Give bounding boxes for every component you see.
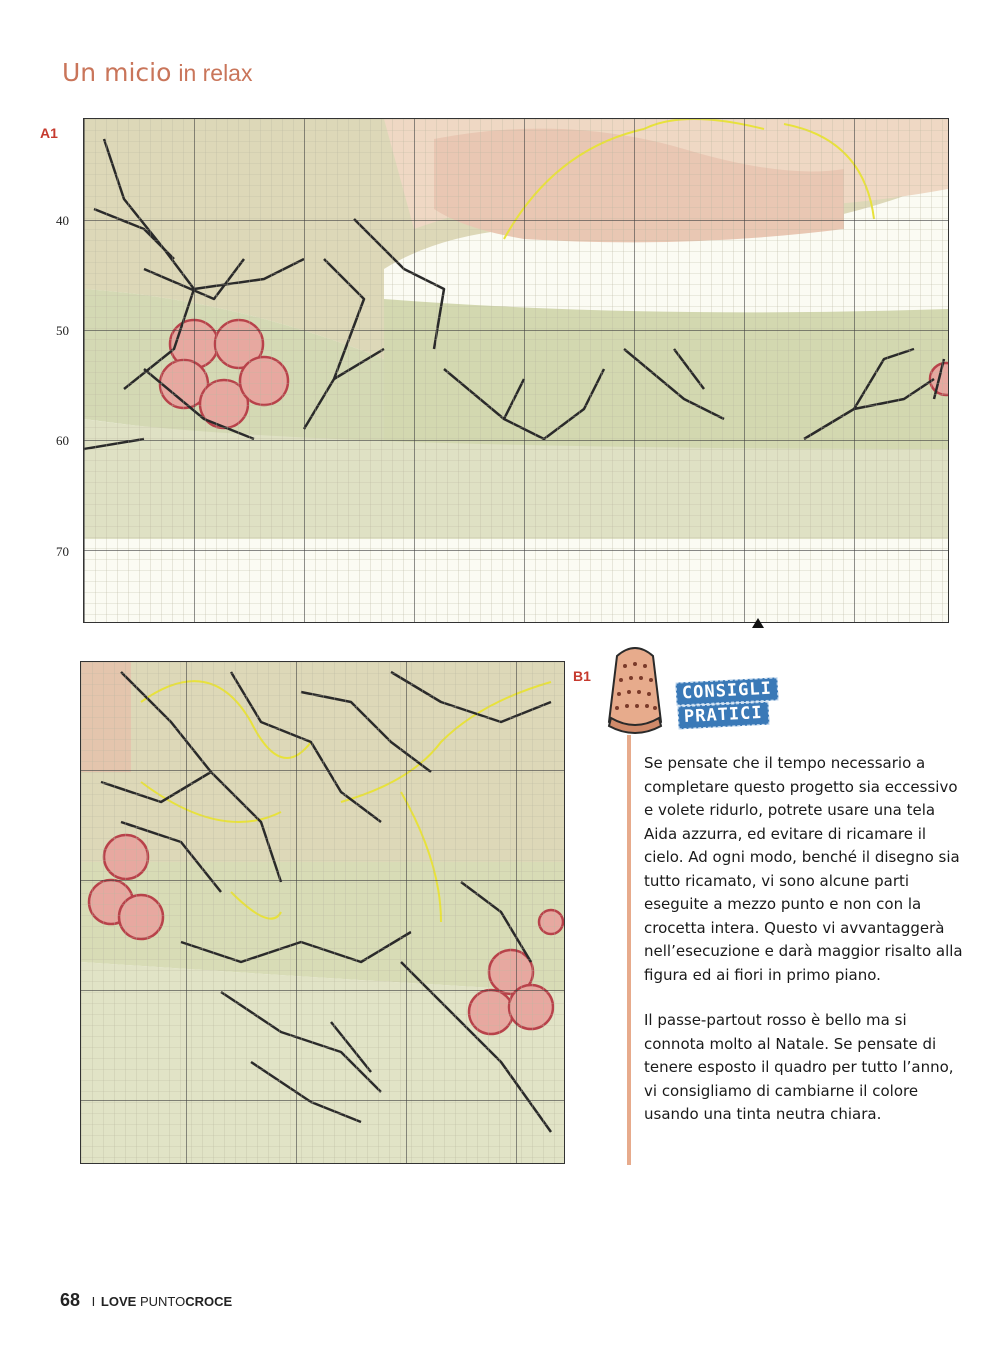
row-number-60: 60: [56, 433, 69, 448]
brand-love: LOVE: [100, 1294, 137, 1309]
page-title: [62, 58, 252, 88]
page-footer: [60, 1290, 232, 1311]
title-main: Un micio: [62, 58, 172, 87]
row-number-40: 40: [56, 213, 69, 228]
center-marker-icon: [752, 618, 764, 628]
thimble-icon: [605, 644, 665, 736]
tips-title-line1: CONSIGLI: [675, 677, 778, 705]
tips-text: [644, 752, 964, 1149]
tips-title: [676, 680, 778, 727]
chart-a1-tag: A1: [40, 125, 58, 141]
row-number-70: 70: [56, 544, 69, 559]
tips-divider: [627, 735, 631, 1165]
tips-paragraph-1: Se pensate che il tempo necessario a completare questo progetto sia eccessivo e volete ridurlo, potrete usare una tela Aida azzurra, ed evitare di ricamare il cielo. Ad ogni modo, benché il disegno sia tutto ricamato, vi sono alcune parti eseguite a mezzo punto e non con la crocetta intera. Questo vi avvantaggerà nell’esecuzione e darà maggior risalto alla figura ed ai fiori in primo piano.: [644, 754, 963, 984]
brand-punto: PUNTO: [139, 1294, 186, 1309]
cross-stitch-chart-b1: [80, 661, 565, 1164]
row-number-50: 50: [56, 323, 69, 338]
tips-title-line2: PRATICI: [677, 702, 769, 730]
title-sub: in relax: [178, 60, 253, 86]
brand-croce: CROCE: [185, 1294, 233, 1309]
cross-stitch-chart-a1: [83, 118, 949, 623]
page-number: 68: [60, 1290, 81, 1310]
chart-b1-tag: B1: [573, 668, 591, 684]
tips-paragraph-2: Il passe-partout rosso è bello ma si connota molto al Natale. Se pensate di tenere esposto il quadro per tutto l’anno, vi consigliamo di cambiarne il colore usando una tinta neutra chiara.: [644, 1011, 954, 1123]
footer-separator: I: [91, 1294, 96, 1309]
